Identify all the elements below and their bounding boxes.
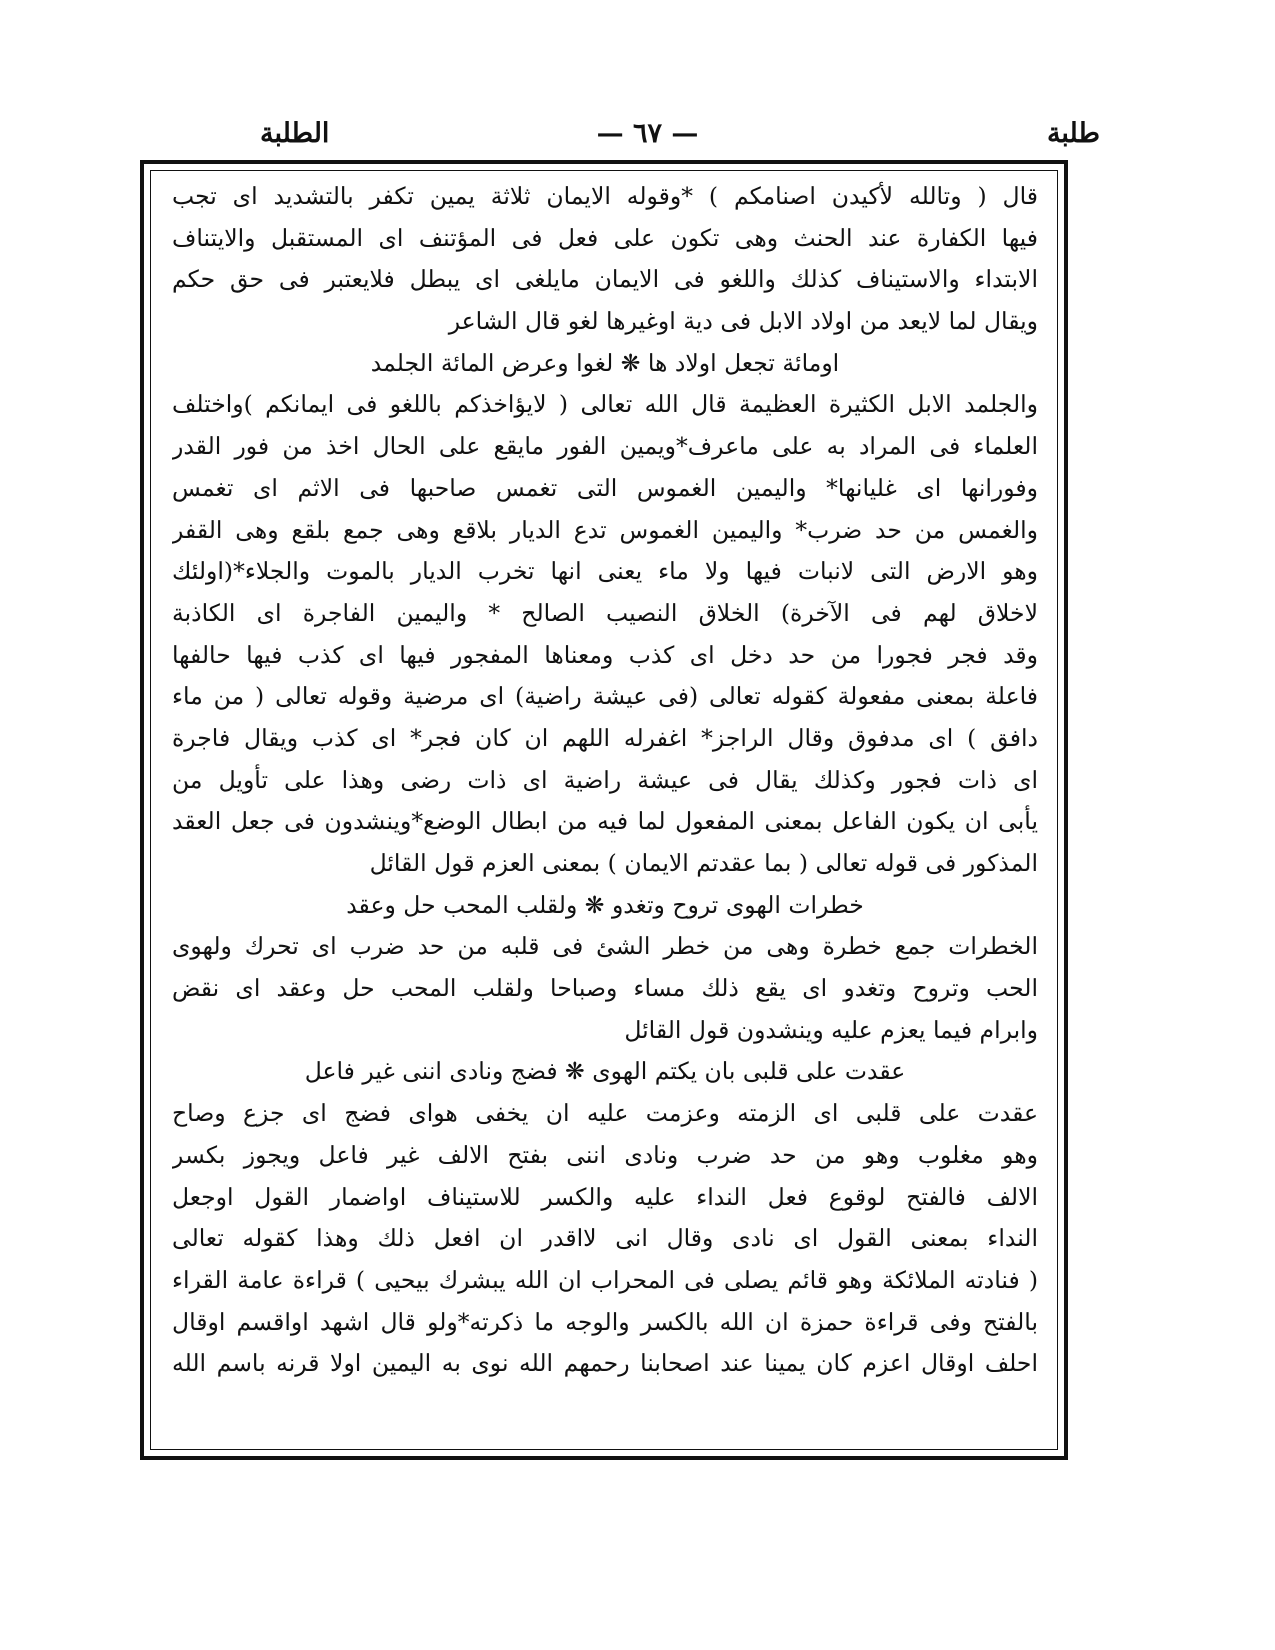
text-line: وهو مغلوب وهو من حد ضرب ونادى اننى بفتح الالف غير فاعل ويجوز بكسر <box>172 1140 1038 1169</box>
text-line: الحب وتروح وتغدو اى يقع ذلك مساء وصباحا ولقلب المحب حل وعقد اى نقض <box>172 974 1038 1003</box>
text-line: الابتداء والاستيناف كذلك واللغو فى الايمان مايلغى اى يبطل فلايعتبر فى حق حكم <box>172 265 1038 294</box>
text-line: وقد فجر فجورا من حد دخل اى كذب ومعناها المفجور فيها اى كذب فيها حالفها <box>172 640 1038 669</box>
verse-line: خطرات الهوى تروح وتغدو ❋ ولقلب المحب حل وعقد <box>346 890 864 919</box>
text-line: دافق ) اى مدفوق وقال الراجز* اغفرله اللهم ان كان فجر* اى كذب ويقال فاجرة <box>172 723 1038 752</box>
text-line: والغمس من حد ضرب* واليمين الغموس تدع الديار بلاقع وهى جمع بلقع وهى القفر <box>172 515 1038 544</box>
text-line: وهو الارض التى لانبات فيها ولا ماء يعنى انها تخرب الديار بالموت والجلاء*(اولئك <box>172 557 1038 586</box>
text-line: وفورانها اى غليانها* واليمين الغموس التى تغمس صاحبها فى الاثم اى تغمس <box>172 473 1038 502</box>
text-line: الالف فالفتح لوقوع فعل النداء عليه والكسر للاستيناف اواضمار القول اوجعل <box>172 1182 1038 1211</box>
text-line: النداء بمعنى القول اى نادى وقال انى لااقدر ان افعل ذلك وهذا كقوله تعالى <box>172 1224 1038 1253</box>
text-line: فاعلة بمعنى مفعولة كقوله تعالى (فى عيشة راضية) اى مرضية وقوله تعالى ( من ماء <box>172 682 1038 711</box>
text-line: وابرام فيما يعزم عليه وينشدون قول القائل <box>624 1015 1038 1044</box>
text-line: ( فنادته الملائكة وهو قائم يصلى فى المحراب ان الله يبشرك بيحيى ) قراءة عامة القراء <box>172 1265 1038 1294</box>
page-number: — ٦٧ — <box>596 118 699 149</box>
header-right-word: طلبة <box>1046 118 1100 149</box>
text-line: فيها الكفارة عند الحنث وهى تكون على فعل فى المؤتنف اى المستقبل والايتناف <box>172 223 1038 252</box>
text-line: والجلمد الابل الكثيرة العظيمة قال الله تعالى ( لايؤاخذكم باللغو فى ايمانكم )واختلف <box>172 390 1038 419</box>
verse-line: اومائة تجعل اولاد ها ❋ لغوا وعرض المائة الجلمد <box>370 348 840 377</box>
text-line: الخطرات جمع خطرة وهى من خطر الشئ فى قلبه من حد ضرب اى تحرك ولهوى <box>172 932 1038 961</box>
text-line: بالفتح وفى قراءة حمزة ان الله بالكسر والوجه ما ذكرته*ولو قال اشهد اواقسم اوقال <box>172 1307 1038 1336</box>
text-line: عقدت على قلبى اى الزمته وعزمت عليه ان يخفى هواى فضج اى جزع وصاح <box>172 1099 1038 1128</box>
text-line: يأبى ان يكون الفاعل بمعنى المفعول لما فيه من ابطال الوضع*وينشدون فى جعل العقد <box>172 807 1038 836</box>
header-left-word: الطلبة <box>260 118 330 149</box>
text-line: لاخلاق لهم فى الآخرة) الخلاق النصيب الصالح * واليمين الفاجرة اى الكاذبة <box>172 598 1038 627</box>
body-text <box>172 176 1038 1385</box>
page-header <box>195 118 1100 158</box>
text-line: ويقال لما لايعد من اولاد الابل فى دية اوغيرها لغو قال الشاعر <box>448 307 1038 336</box>
verse-line: عقدت على قلبى بان يكتم الهوى ❋ فضج ونادى اننى غير فاعل <box>304 1057 906 1086</box>
text-line: المذكور فى قوله تعالى ( بما عقدتم الايمان ) بمعنى العزم قول القائل <box>369 849 1038 877</box>
text-line: العلماء فى المراد به على ماعرف*ويمين الفور مايقع على الحال اخذ من فور القدر <box>172 432 1038 461</box>
text-line: احلف اوقال اعزم كان يمينا عند اصحابنا رحمهم الله نوى به اليمين اولا قرنه باسم الله <box>172 1349 1038 1378</box>
text-line: اى ذات فجور وكذلك يقال فى عيشة راضية اى ذات رضى وهذا على تأويل من <box>172 765 1038 794</box>
text-line: قال ( وتالله لأكيدن اصنامكم ) *وقوله الايمان ثلاثة يمين تكفر بالتشديد اى تجب <box>172 182 1038 210</box>
